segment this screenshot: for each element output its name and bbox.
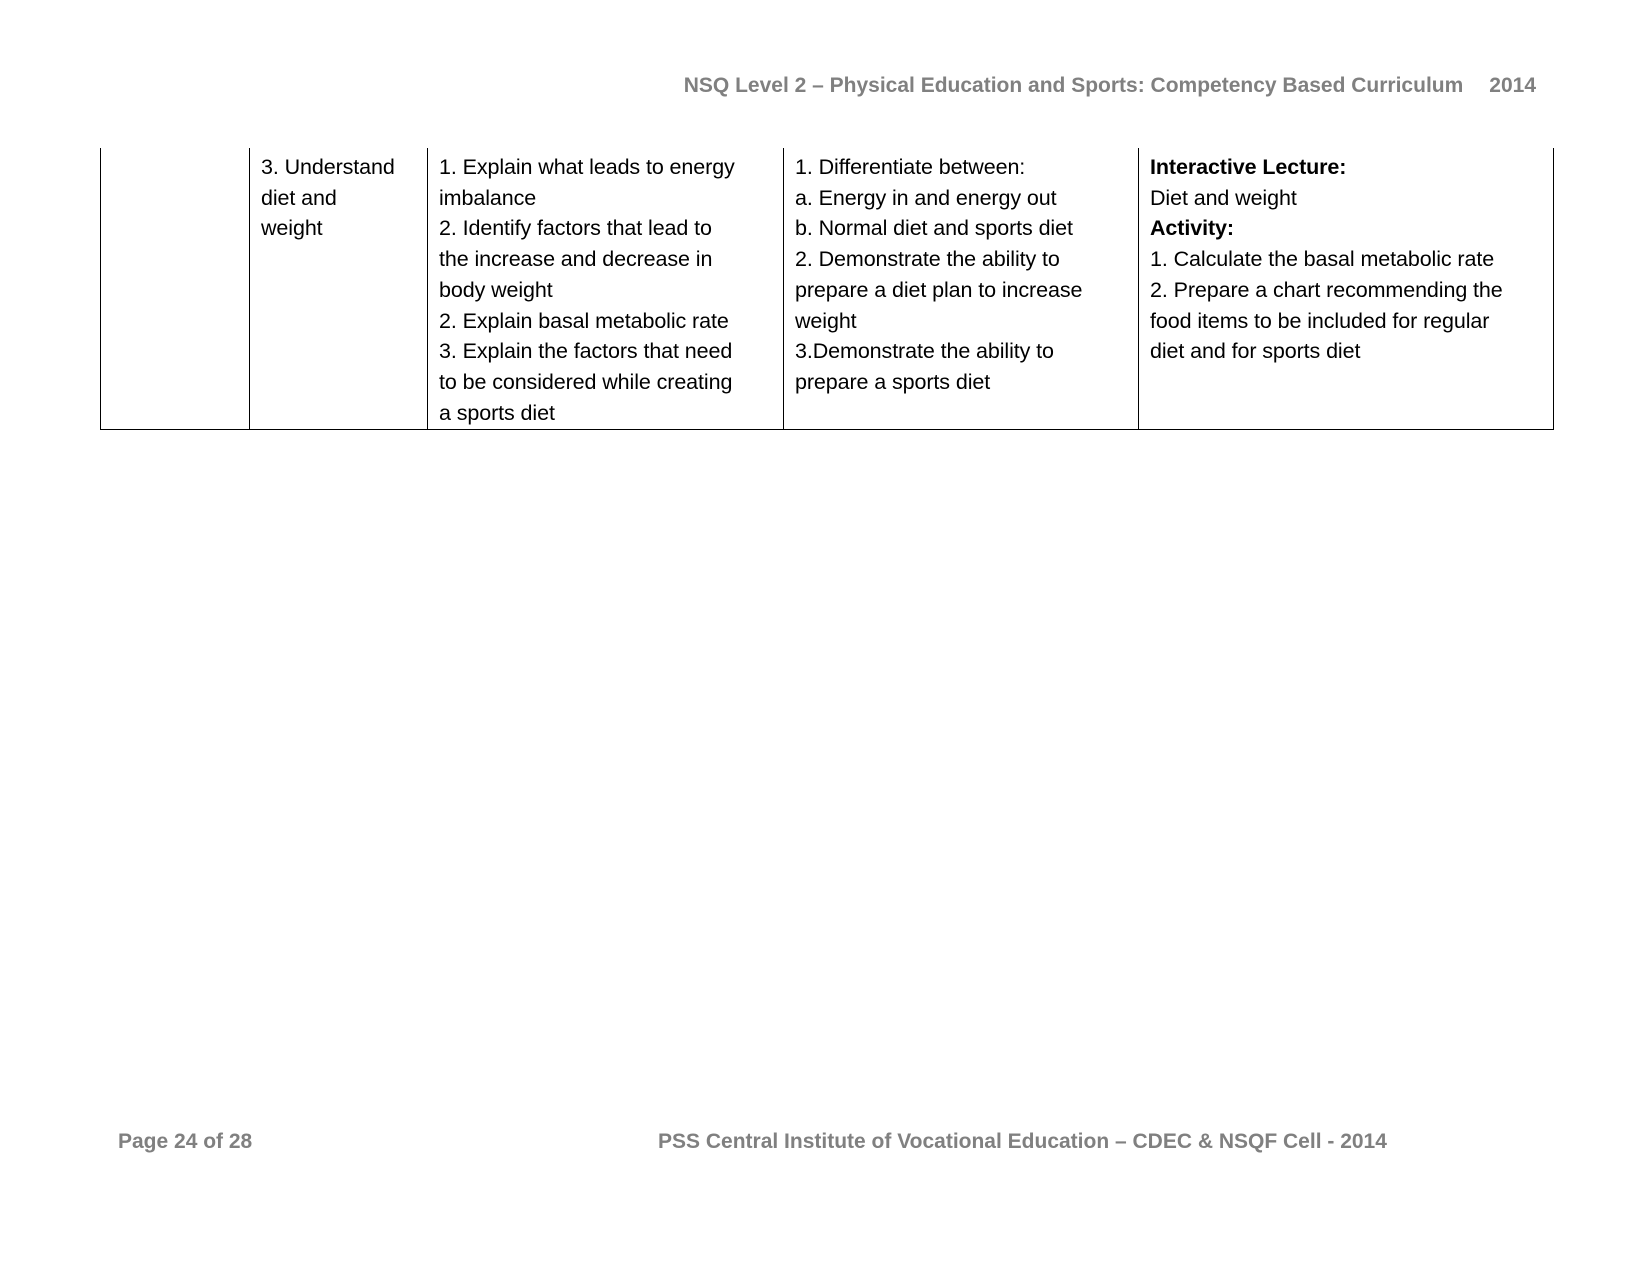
outcome-line: weight [261, 216, 323, 241]
page-number: Page 24 of 28 [118, 1130, 253, 1153]
header-year: 2014 [1489, 74, 1536, 97]
outcome-line: diet and [261, 185, 337, 210]
method-cell [1139, 148, 1554, 430]
learning-outcome-cell [250, 148, 428, 430]
practical-cell [784, 148, 1139, 430]
theory-line: to be considered while creating [439, 369, 733, 394]
outcome-line: 3. Understand [261, 155, 395, 179]
footer-institute: PSS Central Institute of Vocational Education – CDEC & NSQF Cell - 2014 [658, 1130, 1387, 1153]
practical-line: prepare a sports diet [795, 369, 991, 394]
activity-line: diet and for sports diet [1150, 339, 1361, 364]
page-header [0, 74, 1536, 98]
practical-line: 3.Demonstrate the ability to [795, 339, 1054, 364]
theory-line: 1. Explain what leads to energy [439, 155, 735, 179]
activity-heading: Activity: [1150, 216, 1234, 241]
practical-line: prepare a diet plan to increase [795, 277, 1083, 302]
theory-line: 2. Explain basal metabolic rate [439, 308, 729, 333]
theory-line: 2. Identify factors that lead to [439, 216, 712, 241]
unit-cell [101, 148, 250, 430]
header-title: NSQ Level 2 – Physical Education and Sports: Competency Based Curriculum [683, 74, 1464, 97]
table-row [101, 148, 1554, 430]
practical-line: b. Normal diet and sports diet [795, 216, 1073, 241]
activity-line: food items to be included for regular [1150, 308, 1490, 333]
theory-line: a sports diet [439, 400, 555, 425]
activity-line: 2. Prepare a chart recommending the [1150, 277, 1503, 302]
theory-line: body weight [439, 277, 553, 302]
curriculum-table [100, 148, 1554, 430]
practical-line: a. Energy in and energy out [795, 185, 1057, 210]
practical-line: weight [795, 308, 857, 333]
lecture-heading: Interactive Lecture: [1150, 155, 1347, 179]
practical-line: 2. Demonstrate the ability to [795, 247, 1060, 272]
theory-cell [428, 148, 784, 430]
practical-line: 1. Differentiate between: [795, 155, 1026, 179]
activity-line: 1. Calculate the basal metabolic rate [1150, 247, 1495, 272]
theory-line: the increase and decrease in [439, 247, 713, 272]
theory-line: imbalance [439, 185, 537, 210]
lecture-topic: Diet and weight [1150, 185, 1297, 210]
theory-line: 3. Explain the factors that need [439, 339, 733, 364]
